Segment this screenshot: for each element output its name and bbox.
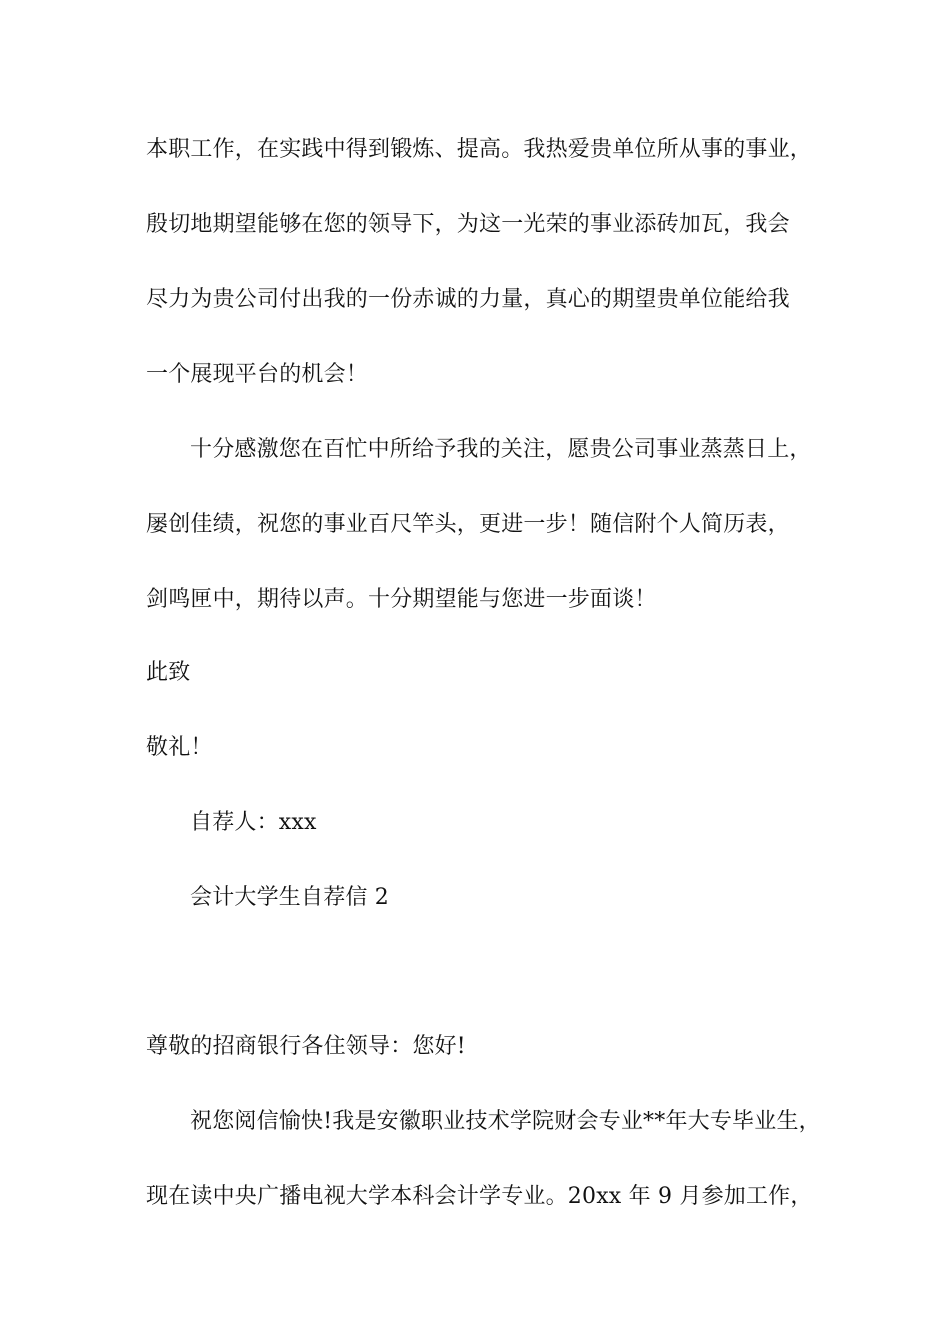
paragraph-line: 本职工作，在实践中得到锻炼、提高。我热爱贵单位所从事的事业， (146, 137, 813, 162)
paragraph-line: 剑鸣匣中，期待以声。十分期望能与您进一步面谈！ (146, 587, 657, 612)
signature: 自荐人：xxx (190, 810, 317, 835)
paragraph-line: 祝您阅信愉快!我是安徽职业技术学院财会专业**年大专毕业生， (190, 1109, 821, 1134)
paragraph-line: 尽力为贵公司付出我的一份赤诚的力量，真心的期望贵单位能给我 (146, 287, 790, 312)
section-title: 会计大学生自荐信 2 (190, 885, 389, 910)
salutation: 敬礼！ (146, 735, 213, 760)
paragraph-line: 屡创佳绩，祝您的事业百尺竿头，更进一步！随信附个人简历表， (146, 512, 790, 537)
closing-line: 此致 (146, 660, 191, 685)
paragraph-line: 现在读中央广播电视大学本科会计学专业。20xx 年 9 月参加工作， (146, 1184, 813, 1209)
greeting: 尊敬的招商银行各住领导：您好! (146, 1034, 466, 1059)
paragraph-line: 一个展现平台的机会！ (146, 362, 369, 387)
paragraph-line: 殷切地期望能够在您的领导下，为这一光荣的事业添砖加瓦，我会 (146, 212, 790, 237)
paragraph-line: 十分感激您在百忙中所给予我的关注，愿贵公司事业蒸蒸日上， (190, 437, 812, 462)
